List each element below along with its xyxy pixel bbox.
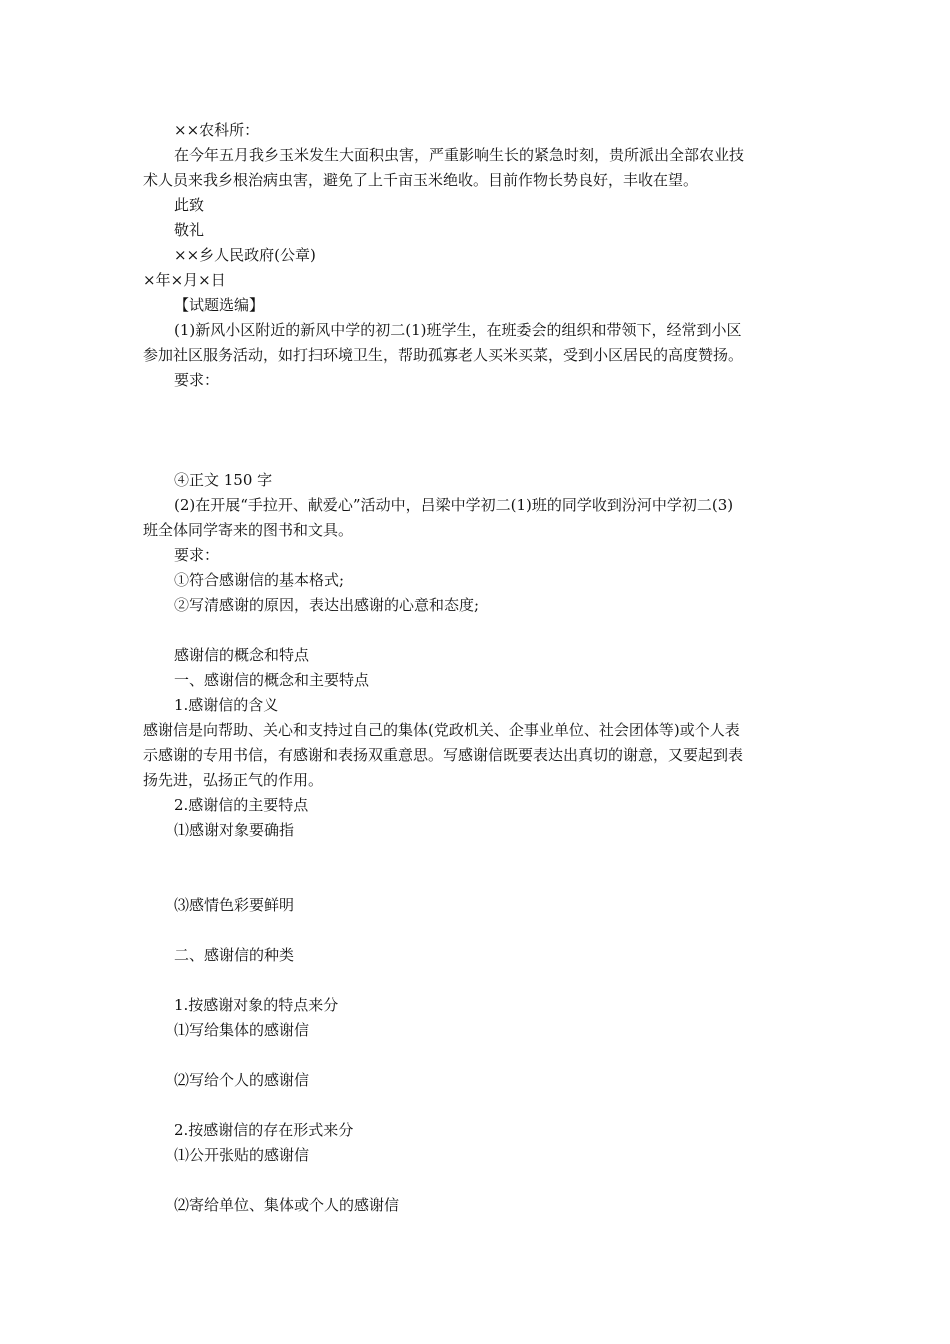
subsection-heading: 2.按感谢信的存在形式来分 bbox=[174, 1121, 354, 1139]
notes-title: 感谢信的概念和特点 bbox=[174, 646, 310, 664]
letter-date: ×年×月×日 bbox=[143, 271, 226, 289]
subsection-heading: 1.按感谢对象的特点来分 bbox=[174, 996, 339, 1014]
letter-salutation: ××农科所： bbox=[174, 121, 260, 139]
question-2-requirement: ①符合感谢信的基本格式; bbox=[174, 571, 345, 589]
question-2-requirement-label: 要求： bbox=[174, 546, 220, 564]
letter-body-line: 在今年五月我乡玉米发生大面积虫害，严重影响生长的紧急时刻，贵所派出全部农业技 bbox=[174, 146, 745, 164]
letter-closing: 此致 bbox=[174, 196, 205, 214]
question-1-requirement: ④正文 150 字 bbox=[174, 471, 273, 489]
question-2-line: 班全体同学寄来的图书和文具。 bbox=[143, 521, 354, 539]
subsection-heading: 1.感谢信的含义 bbox=[174, 696, 279, 714]
kind-item: ⑴写给集体的感谢信 bbox=[174, 1021, 310, 1039]
question-1-requirement-label: 要求： bbox=[174, 371, 220, 389]
kind-item: ⑴公开张贴的感谢信 bbox=[174, 1146, 310, 1164]
section-heading: 一、感谢信的概念和主要特点 bbox=[174, 671, 370, 689]
definition-line: 感谢信是向帮助、关心和支持过自己的集体(党政机关、企事业单位、社会团体等)或个人表 bbox=[143, 721, 740, 739]
kind-item: ⑵寄给单位、集体或个人的感谢信 bbox=[174, 1196, 400, 1214]
question-2-requirement: ②写清感谢的原因，表达出感谢的心意和态度; bbox=[174, 596, 480, 614]
letter-signature: ××乡人民政府(公章) bbox=[174, 246, 316, 264]
exercises-heading: 【试题选编】 bbox=[174, 296, 265, 314]
subsection-heading: 2.感谢信的主要特点 bbox=[174, 796, 309, 814]
letter-closing: 敬礼 bbox=[174, 221, 205, 239]
feature-item: ⑶感情色彩要鲜明 bbox=[174, 896, 295, 914]
letter-body-line: 术人员来我乡根治病虫害，避免了上千亩玉米绝收。目前作物长势良好，丰收在望。 bbox=[143, 171, 699, 189]
question-2-line: (2)在开展“手拉开、献爱心”活动中，吕梁中学初二(1)班的同学收到汾河中学初二(3) bbox=[174, 496, 734, 514]
definition-line: 扬先进，弘扬正气的作用。 bbox=[143, 771, 324, 789]
question-1-line: 参加社区服务活动，如打扫环境卫生，帮助孤寡老人买米买菜，受到小区居民的高度赞扬。 bbox=[143, 346, 744, 364]
section-heading: 二、感谢信的种类 bbox=[174, 946, 295, 964]
feature-item: ⑴感谢对象要确指 bbox=[174, 821, 295, 839]
definition-line: 示感谢的专用书信，有感谢和表扬双重意思。写感谢信既要表达出真切的谢意，又要起到表 bbox=[143, 746, 744, 764]
kind-item: ⑵写给个人的感谢信 bbox=[174, 1071, 310, 1089]
question-1-line: (1)新风小区附近的新风中学的初二(1)班学生，在班委会的组织和带领下，经常到小区 bbox=[174, 321, 742, 339]
